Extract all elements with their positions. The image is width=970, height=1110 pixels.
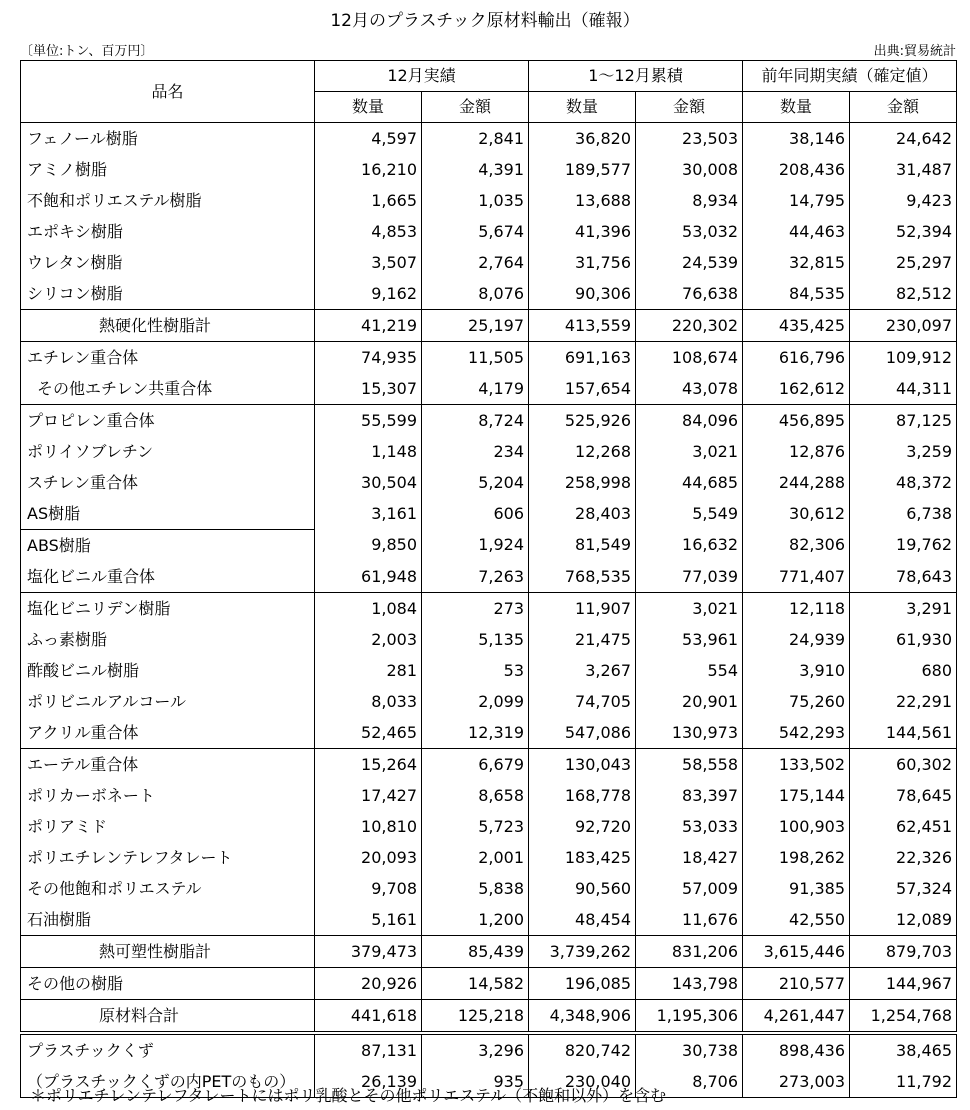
amount-cell: 77,039 — [636, 561, 743, 593]
table-row — [21, 686, 957, 717]
amount-cell: 5,135 — [422, 624, 529, 655]
quantity-cell: 2,003 — [315, 624, 422, 655]
quantity-cell: 168,778 — [529, 780, 636, 811]
quantity-cell: 441,618 — [315, 1000, 422, 1034]
amount-cell: 23,503 — [636, 123, 743, 155]
amount-cell: 3,291 — [850, 593, 957, 625]
quantity-cell: 87,131 — [315, 1033, 422, 1066]
quantity-cell: 273,003 — [743, 1066, 850, 1098]
source-note: 出典:貿易統計 — [873, 44, 956, 59]
export-table — [20, 60, 957, 1098]
amount-cell: 5,674 — [422, 216, 529, 247]
quantity-cell: 100,903 — [743, 811, 850, 842]
row-label: 酢酸ビニル樹脂 — [21, 655, 315, 686]
quantity-cell: 81,549 — [529, 530, 636, 562]
table-row — [21, 123, 957, 155]
table-row — [21, 873, 957, 904]
quantity-cell: 26,139 — [315, 1066, 422, 1098]
amount-cell: 30,738 — [636, 1033, 743, 1066]
quantity-cell: 14,795 — [743, 185, 850, 216]
amount-cell: 60,302 — [850, 749, 957, 781]
quantity-cell: 3,910 — [743, 655, 850, 686]
quantity-cell: 379,473 — [315, 936, 422, 968]
amount-cell: 2,099 — [422, 686, 529, 717]
amount-cell: 30,008 — [636, 154, 743, 185]
quantity-cell: 74,705 — [529, 686, 636, 717]
quantity-cell: 4,853 — [315, 216, 422, 247]
amount-cell: 2,001 — [422, 842, 529, 873]
quantity-cell: 30,504 — [315, 467, 422, 498]
row-label: ウレタン樹脂 — [21, 247, 315, 278]
row-label: プラスチックくず — [21, 1033, 315, 1066]
table-row — [21, 405, 957, 437]
row-label: その他エチレン共重合体 — [21, 373, 315, 405]
amount-cell: 3,021 — [636, 593, 743, 625]
amount-cell: 5,723 — [422, 811, 529, 842]
header-quantity: 数量 — [315, 92, 422, 123]
quantity-cell: 196,085 — [529, 968, 636, 1000]
quantity-cell: 3,161 — [315, 498, 422, 530]
quantity-cell: 20,926 — [315, 968, 422, 1000]
quantity-cell: 281 — [315, 655, 422, 686]
quantity-cell: 3,739,262 — [529, 936, 636, 968]
quantity-cell: 8,033 — [315, 686, 422, 717]
amount-cell: 53,961 — [636, 624, 743, 655]
table-row — [21, 310, 957, 342]
amount-cell: 1,200 — [422, 904, 529, 936]
quantity-cell: 4,348,906 — [529, 1000, 636, 1034]
amount-cell: 11,792 — [850, 1066, 957, 1098]
quantity-cell: 30,612 — [743, 498, 850, 530]
table-row — [21, 780, 957, 811]
row-label: その他飽和ポリエステル — [21, 873, 315, 904]
amount-cell: 130,973 — [636, 717, 743, 749]
quantity-cell: 55,599 — [315, 405, 422, 437]
amount-cell: 8,706 — [636, 1066, 743, 1098]
table-row — [21, 811, 957, 842]
quantity-cell: 208,436 — [743, 154, 850, 185]
table-body — [21, 123, 957, 1098]
row-label: 塩化ビニリデン樹脂 — [21, 593, 315, 625]
header-group-month: 12月実績 — [315, 61, 529, 92]
row-label: エーテル重合体 — [21, 749, 315, 781]
amount-cell: 8,658 — [422, 780, 529, 811]
quantity-cell: 61,948 — [315, 561, 422, 593]
quantity-cell: 9,708 — [315, 873, 422, 904]
quantity-cell: 13,688 — [529, 185, 636, 216]
row-label: ポリカーボネート — [21, 780, 315, 811]
amount-cell: 9,423 — [850, 185, 957, 216]
page-title: 12月のプラスチック原材料輸出（確報） — [330, 11, 640, 31]
quantity-cell: 90,306 — [529, 278, 636, 310]
amount-cell: 12,319 — [422, 717, 529, 749]
quantity-cell: 91,385 — [743, 873, 850, 904]
quantity-cell: 12,876 — [743, 436, 850, 467]
amount-cell: 43,078 — [636, 373, 743, 405]
quantity-cell: 162,612 — [743, 373, 850, 405]
quantity-cell: 413,559 — [529, 310, 636, 342]
header-group-cumulative: 1～12月累積 — [529, 61, 743, 92]
table-row — [21, 1000, 957, 1034]
quantity-cell: 92,720 — [529, 811, 636, 842]
quantity-cell: 9,850 — [315, 530, 422, 562]
amount-cell: 48,372 — [850, 467, 957, 498]
quantity-cell: 768,535 — [529, 561, 636, 593]
amount-cell: 61,930 — [850, 624, 957, 655]
amount-cell: 220,302 — [636, 310, 743, 342]
row-label: ポリアミド — [21, 811, 315, 842]
row-label: AS樹脂 — [21, 498, 315, 530]
amount-cell: 8,934 — [636, 185, 743, 216]
amount-cell: 20,901 — [636, 686, 743, 717]
amount-cell: 44,685 — [636, 467, 743, 498]
quantity-cell: 898,436 — [743, 1033, 850, 1066]
row-label: プロピレン重合体 — [21, 405, 315, 437]
row-label: ABS樹脂 — [21, 530, 315, 562]
amount-cell: 82,512 — [850, 278, 957, 310]
amount-cell: 24,539 — [636, 247, 743, 278]
amount-cell: 8,724 — [422, 405, 529, 437]
amount-cell: 5,549 — [636, 498, 743, 530]
quantity-cell: 157,654 — [529, 373, 636, 405]
amount-cell: 19,762 — [850, 530, 957, 562]
row-label: ポリエチレンテレフタレート — [21, 842, 315, 873]
row-label: アクリル重合体 — [21, 717, 315, 749]
quantity-cell: 28,403 — [529, 498, 636, 530]
table-row — [21, 247, 957, 278]
table-row — [21, 216, 957, 247]
unit-note: 〔単位:トン、百万円〕 — [20, 44, 154, 59]
quantity-cell: 12,268 — [529, 436, 636, 467]
amount-cell: 53,032 — [636, 216, 743, 247]
table-row — [21, 717, 957, 749]
table-row — [21, 278, 957, 310]
amount-cell: 24,642 — [850, 123, 957, 155]
quantity-cell: 10,810 — [315, 811, 422, 842]
quantity-cell: 15,307 — [315, 373, 422, 405]
amount-cell: 1,254,768 — [850, 1000, 957, 1034]
row-label: 熱可塑性樹脂計 — [21, 936, 315, 968]
row-label: 原材料合計 — [21, 1000, 315, 1034]
quantity-cell: 3,507 — [315, 247, 422, 278]
row-label: アミノ樹脂 — [21, 154, 315, 185]
quantity-cell: 12,118 — [743, 593, 850, 625]
amount-cell: 84,096 — [636, 405, 743, 437]
quantity-cell: 230,040 — [529, 1066, 636, 1098]
amount-cell: 85,439 — [422, 936, 529, 968]
amount-cell: 143,798 — [636, 968, 743, 1000]
table-row — [21, 185, 957, 216]
table-row — [21, 342, 957, 374]
quantity-cell: 16,210 — [315, 154, 422, 185]
amount-cell: 78,643 — [850, 561, 957, 593]
amount-cell: 3,021 — [636, 436, 743, 467]
row-label: （プラスチックくずの内PETのもの） — [21, 1066, 315, 1098]
amount-cell: 108,674 — [636, 342, 743, 374]
table-row — [21, 655, 957, 686]
amount-cell: 83,397 — [636, 780, 743, 811]
amount-cell: 57,324 — [850, 873, 957, 904]
table-row — [21, 904, 957, 936]
row-label: ポリビニルアルコール — [21, 686, 315, 717]
amount-cell: 8,076 — [422, 278, 529, 310]
amount-cell: 31,487 — [850, 154, 957, 185]
amount-cell: 25,197 — [422, 310, 529, 342]
amount-cell: 57,009 — [636, 873, 743, 904]
header-amount: 金額 — [422, 92, 529, 123]
quantity-cell: 691,163 — [529, 342, 636, 374]
quantity-cell: 198,262 — [743, 842, 850, 873]
quantity-cell: 130,043 — [529, 749, 636, 781]
table-row — [21, 373, 957, 405]
quantity-cell: 616,796 — [743, 342, 850, 374]
amount-cell: 879,703 — [850, 936, 957, 968]
table-row — [21, 968, 957, 1000]
quantity-cell: 210,577 — [743, 968, 850, 1000]
quantity-cell: 74,935 — [315, 342, 422, 374]
amount-cell: 11,505 — [422, 342, 529, 374]
amount-cell: 125,218 — [422, 1000, 529, 1034]
amount-cell: 25,297 — [850, 247, 957, 278]
amount-cell: 831,206 — [636, 936, 743, 968]
row-label: 塩化ビニル重合体 — [21, 561, 315, 593]
quantity-cell: 75,260 — [743, 686, 850, 717]
row-label: その他の樹脂 — [21, 968, 315, 1000]
quantity-cell: 42,550 — [743, 904, 850, 936]
quantity-cell: 258,998 — [529, 467, 636, 498]
amount-cell: 554 — [636, 655, 743, 686]
quantity-cell: 4,261,447 — [743, 1000, 850, 1034]
table-row — [21, 530, 957, 562]
quantity-cell: 38,146 — [743, 123, 850, 155]
quantity-cell: 9,162 — [315, 278, 422, 310]
header-amount: 金額 — [850, 92, 957, 123]
amount-cell: 53 — [422, 655, 529, 686]
header-quantity: 数量 — [743, 92, 850, 123]
quantity-cell: 48,454 — [529, 904, 636, 936]
table-row — [21, 561, 957, 593]
table-row — [21, 154, 957, 185]
amount-cell: 12,089 — [850, 904, 957, 936]
amount-cell: 14,582 — [422, 968, 529, 1000]
quantity-cell: 189,577 — [529, 154, 636, 185]
quantity-cell: 15,264 — [315, 749, 422, 781]
quantity-cell: 36,820 — [529, 123, 636, 155]
row-label: スチレン重合体 — [21, 467, 315, 498]
amount-cell: 6,738 — [850, 498, 957, 530]
quantity-cell: 44,463 — [743, 216, 850, 247]
quantity-cell: 41,396 — [529, 216, 636, 247]
quantity-cell: 11,907 — [529, 593, 636, 625]
quantity-cell: 31,756 — [529, 247, 636, 278]
quantity-cell: 820,742 — [529, 1033, 636, 1066]
quantity-cell: 20,093 — [315, 842, 422, 873]
amount-cell: 680 — [850, 655, 957, 686]
amount-cell: 1,195,306 — [636, 1000, 743, 1034]
quantity-cell: 547,086 — [529, 717, 636, 749]
quantity-cell: 183,425 — [529, 842, 636, 873]
amount-cell: 230,097 — [850, 310, 957, 342]
amount-cell: 58,558 — [636, 749, 743, 781]
quantity-cell: 435,425 — [743, 310, 850, 342]
quantity-cell: 5,161 — [315, 904, 422, 936]
quantity-cell: 41,219 — [315, 310, 422, 342]
amount-cell: 5,204 — [422, 467, 529, 498]
quantity-cell: 771,407 — [743, 561, 850, 593]
quantity-cell: 1,148 — [315, 436, 422, 467]
amount-cell: 1,035 — [422, 185, 529, 216]
row-label: 熱硬化性樹脂計 — [21, 310, 315, 342]
quantity-cell: 244,288 — [743, 467, 850, 498]
amount-cell: 76,638 — [636, 278, 743, 310]
row-label: 石油樹脂 — [21, 904, 315, 936]
quantity-cell: 17,427 — [315, 780, 422, 811]
amount-cell: 4,179 — [422, 373, 529, 405]
row-label: 不飽和ポリエステル樹脂 — [21, 185, 315, 216]
amount-cell: 53,033 — [636, 811, 743, 842]
amount-cell: 935 — [422, 1066, 529, 1098]
quantity-cell: 525,926 — [529, 405, 636, 437]
header-quantity: 数量 — [529, 92, 636, 123]
amount-cell: 78,645 — [850, 780, 957, 811]
table-row — [21, 498, 957, 530]
amount-cell: 16,632 — [636, 530, 743, 562]
header-item: 品名 — [21, 61, 315, 123]
quantity-cell: 1,665 — [315, 185, 422, 216]
table-row — [21, 624, 957, 655]
amount-cell: 3,259 — [850, 436, 957, 467]
quantity-cell: 84,535 — [743, 278, 850, 310]
table-row — [21, 467, 957, 498]
table-row — [21, 436, 957, 467]
amount-cell: 273 — [422, 593, 529, 625]
amount-cell: 606 — [422, 498, 529, 530]
amount-cell: 11,676 — [636, 904, 743, 936]
amount-cell: 38,465 — [850, 1033, 957, 1066]
amount-cell: 234 — [422, 436, 529, 467]
quantity-cell: 456,895 — [743, 405, 850, 437]
quantity-cell: 133,502 — [743, 749, 850, 781]
amount-cell: 4,391 — [422, 154, 529, 185]
quantity-cell: 4,597 — [315, 123, 422, 155]
quantity-cell: 24,939 — [743, 624, 850, 655]
quantity-cell: 1,084 — [315, 593, 422, 625]
amount-cell: 109,912 — [850, 342, 957, 374]
amount-cell: 22,291 — [850, 686, 957, 717]
row-label: ポリイソブレチン — [21, 436, 315, 467]
amount-cell: 2,764 — [422, 247, 529, 278]
quantity-cell: 542,293 — [743, 717, 850, 749]
quantity-cell: 21,475 — [529, 624, 636, 655]
row-label: ふっ素樹脂 — [21, 624, 315, 655]
table-row — [21, 1033, 957, 1066]
header-group-prior-year: 前年同期実績（確定値） — [743, 61, 957, 92]
header-amount: 金額 — [636, 92, 743, 123]
row-label: シリコン樹脂 — [21, 278, 315, 310]
amount-cell: 1,924 — [422, 530, 529, 562]
quantity-cell: 3,267 — [529, 655, 636, 686]
row-label: フェノール樹脂 — [21, 123, 315, 155]
amount-cell: 144,967 — [850, 968, 957, 1000]
amount-cell: 22,326 — [850, 842, 957, 873]
quantity-cell: 3,615,446 — [743, 936, 850, 968]
quantity-cell: 52,465 — [315, 717, 422, 749]
quantity-cell: 90,560 — [529, 873, 636, 904]
amount-cell: 62,451 — [850, 811, 957, 842]
table-row — [21, 936, 957, 968]
amount-cell: 52,394 — [850, 216, 957, 247]
amount-cell: 44,311 — [850, 373, 957, 405]
table-row — [21, 749, 957, 781]
row-label: エチレン重合体 — [21, 342, 315, 374]
quantity-cell: 175,144 — [743, 780, 850, 811]
amount-cell: 2,841 — [422, 123, 529, 155]
amount-cell: 7,263 — [422, 561, 529, 593]
amount-cell: 18,427 — [636, 842, 743, 873]
amount-cell: 144,561 — [850, 717, 957, 749]
amount-cell: 6,679 — [422, 749, 529, 781]
row-label: エポキシ樹脂 — [21, 216, 315, 247]
table-row — [21, 593, 957, 625]
quantity-cell: 32,815 — [743, 247, 850, 278]
quantity-cell: 82,306 — [743, 530, 850, 562]
footnote: ＊ポリエチレンテレフタレートにはポリ乳酸とその他ポリエステル（不飽和以外）を含む — [30, 1086, 667, 1105]
amount-cell: 87,125 — [850, 405, 957, 437]
table-row — [21, 842, 957, 873]
amount-cell: 3,296 — [422, 1033, 529, 1066]
amount-cell: 5,838 — [422, 873, 529, 904]
